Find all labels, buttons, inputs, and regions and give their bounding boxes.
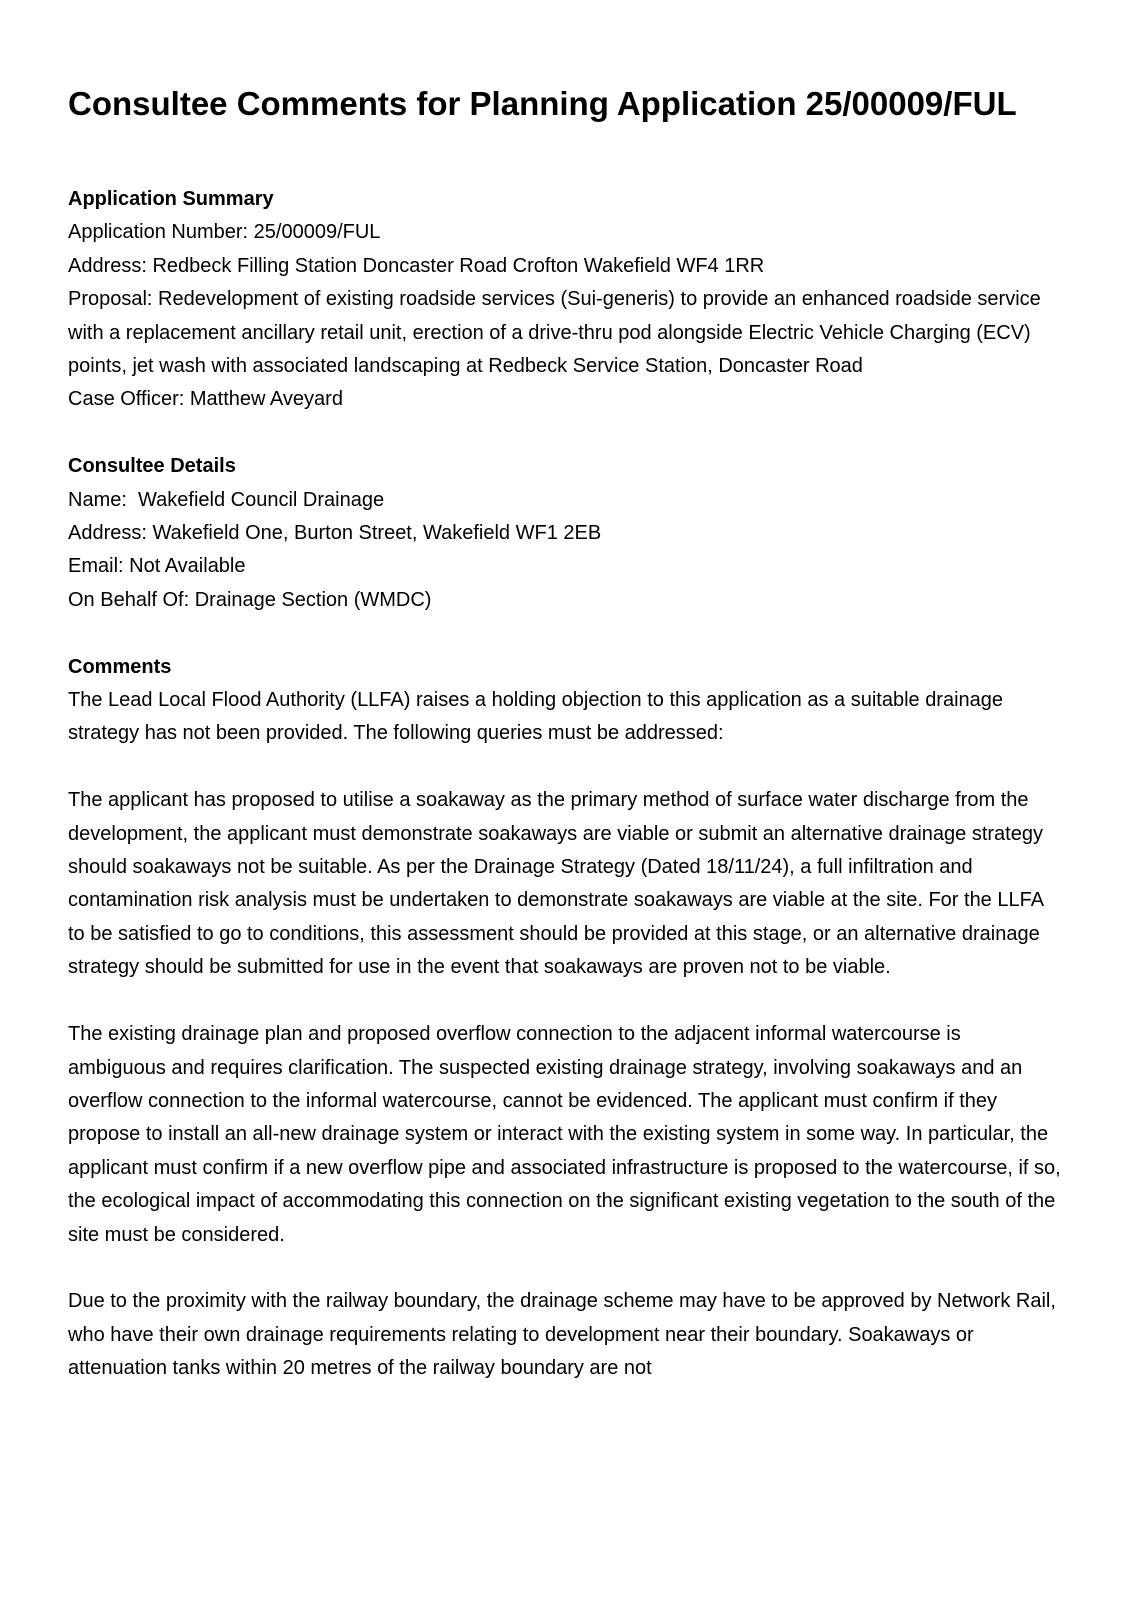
section-heading-consultee-details: Consultee Details (68, 455, 236, 478)
paragraph: Address: Wakefield One, Burton Street, Wakefield WF1 2EB (68, 522, 602, 545)
paragraph: Case Officer: Matthew Aveyard (68, 388, 343, 411)
paragraph: Address: Redbeck Filling Station Doncaster Road Crofton Wakefield WF4 1RR (68, 254, 765, 277)
paragraph: The applicant has proposed to utilise a soakaway as the primary method of surface water discharge from the development, the applicant must demonstrate soakaways are viable or submit an alternative drainage strategy should soakaways not be suitable. As per the Drainage Strategy (Dated 18/11/24), a full infiltration and contamination risk analysis must be undertaken to demonstrate soakaways are viable at the site. For the LLFA to be satisfied to go to conditions, this assessment should be provided at this stage, or an alternative drainage strategy should be submitted for use in the event that soakaways are proven not to be viable. (68, 789, 1049, 979)
paragraph: Name: Wakefield Council Drainage (68, 488, 385, 511)
paragraph: Due to the proximity with the railway boundary, the drainage scheme may have to be approved by Network Rail, who have their own drainage requirements relating to development near their boundary. Soakaways or attenuation tanks within 20 metres of the railway boundary are not (68, 1290, 1062, 1380)
page-title: Consultee Comments for Planning Application 25/00009/FUL (68, 85, 1017, 122)
paragraph: Application Number: 25/00009/FUL (68, 221, 381, 244)
paragraph: Proposal: Redevelopment of existing roadside services (Sui-generis) to provide an enhanced roadside service with a replacement ancillary retail unit, erection of a drive-thru pod alongside Electric Vehicle Charging (ECV) points, jet wash with associated landscaping at Redbeck Service Station, Doncaster Road (68, 288, 1047, 378)
paragraph: The existing drainage plan and proposed overflow connection to the adjacent informal watercourse is ambiguous and requires clarification. The suspected existing drainage strategy, involving soakaways and an overflow connection to the informal watercourse, cannot be evidenced. The applicant must confirm if they propose to install an all-new drainage system or interact with the existing system in some way. In particular, the applicant must confirm if a new overflow pipe and associated infrastructure is proposed to the watercourse, if so, the ecological impact of accommodating this connection on the significant existing vegetation to the south of the site must be considered. (68, 1023, 1067, 1246)
section-application-summary (68, 183, 1062, 417)
document-sections (68, 183, 1067, 1386)
section-heading-comments: Comments (68, 655, 172, 678)
paragraph: The Lead Local Flood Authority (LLFA) raises a holding objection to this application as a suitable drainage strategy has not been provided. The following queries must be addressed: (68, 689, 1009, 745)
section-heading-application-summary: Application Summary (68, 188, 274, 210)
section-comments (68, 651, 1067, 1386)
paragraph: Email: Not Available (68, 555, 246, 578)
paragraph: On Behalf Of: Drainage Section (WMDC) (68, 588, 432, 611)
section-consultee-details (68, 450, 1062, 617)
